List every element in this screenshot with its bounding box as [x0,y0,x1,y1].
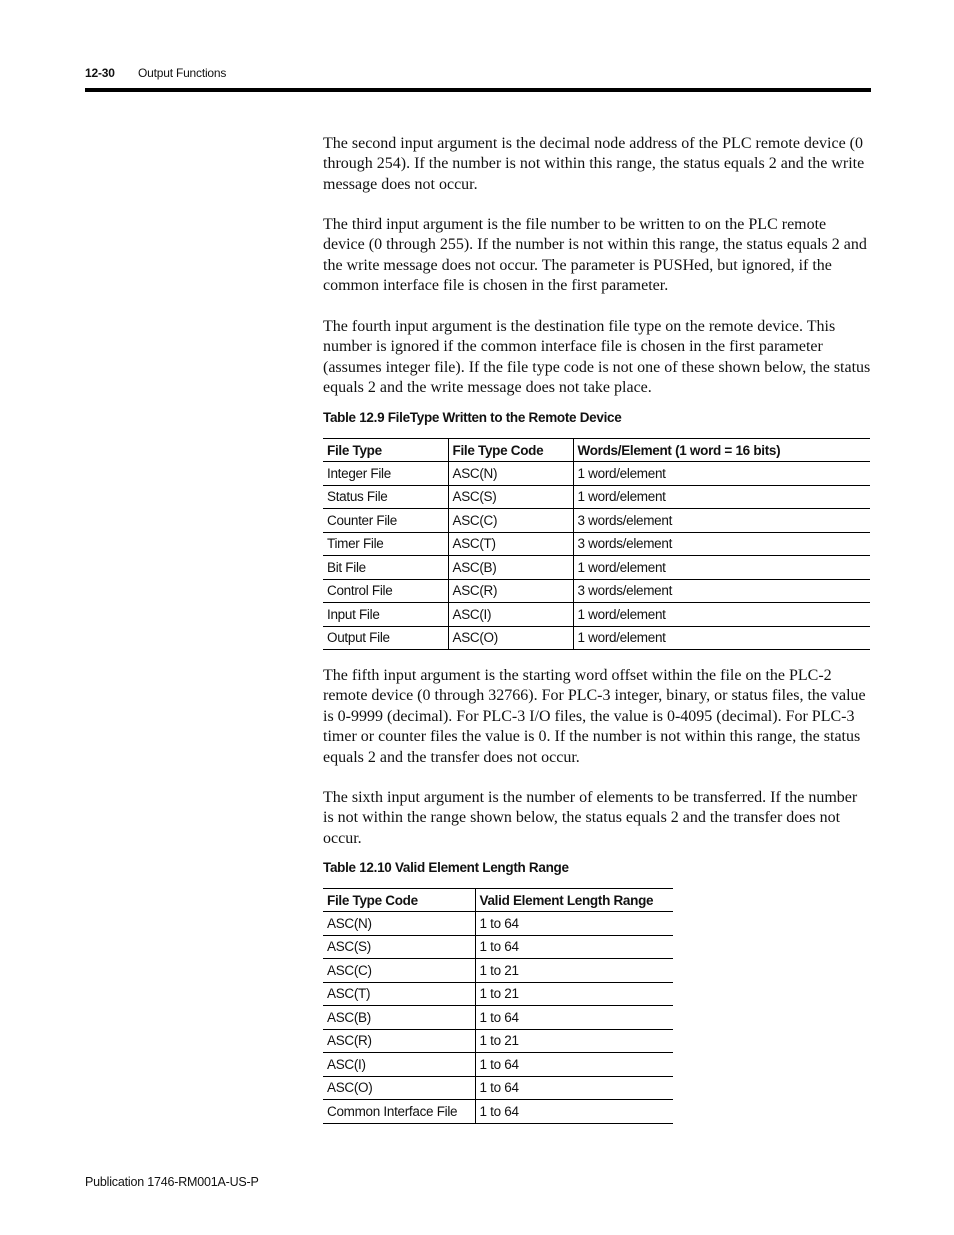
table2-caption: Table 12.10 Valid Element Length Range [323,860,569,875]
table-cell: ASC(R) [323,1029,475,1053]
table-row [323,462,870,486]
table-cell: Counter File [323,509,448,533]
column-header: Words/Element (1 word = 16 bits) [573,439,870,462]
paragraph-fourth-argument: The fourth input argument is the destination file type on the remote device. This number is ignored if the common interface file is chosen in the first parameter (assumes integer file). If the file type code is not one of these shown below, the status equals 2 and the write message does not take place. [323,318,871,397]
table-cell: ASC(N) [323,912,475,936]
table-row [323,556,870,580]
table-cell: ASC(B) [323,1006,475,1030]
table-cell: 1 word/element [573,462,870,486]
paragraph-third-argument: The third input argument is the file number to be written to on the PLC remote device (0 through 255). If the number is not within this range, the status equals 2 and the write message does not occur. The parameter is PUSHed, but ignored, if the common interface file is chosen in the first parameter. [323,216,867,295]
table-cell: 1 to 64 [475,1100,673,1124]
column-header: Valid Element Length Range [475,889,673,912]
table-row [323,1006,673,1030]
table-cell: 1 to 64 [475,935,673,959]
page-number: 12-30 [85,66,115,80]
table-row [323,1053,673,1077]
table-cell: 1 to 64 [475,1006,673,1030]
table-cell: Output File [323,626,448,650]
table-row [323,982,673,1006]
table-cell: ASC(S) [323,935,475,959]
element-length-table [323,888,673,1124]
table-cell: 1 to 64 [475,1076,673,1100]
table-cell: 1 to 21 [475,1029,673,1053]
table-cell: 1 word/element [573,626,870,650]
table-cell: 1 word/element [573,556,870,580]
table-header-row [323,439,870,462]
table-row [323,1076,673,1100]
table-cell: ASC(T) [448,532,573,556]
column-header: File Type Code [448,439,573,462]
table-row [323,626,870,650]
table-cell: 3 words/element [573,509,870,533]
table-cell: 1 to 64 [475,912,673,936]
table-cell: ASC(I) [323,1053,475,1077]
table-cell: ASC(C) [323,959,475,983]
table-cell: ASC(R) [448,579,573,603]
table-cell: 3 words/element [573,579,870,603]
table-row [323,509,870,533]
table-cell: 1 to 64 [475,1053,673,1077]
filetype-table [323,438,870,650]
paragraph-sixth-argument: The sixth input argument is the number of elements to be transferred. If the number is not within the range shown below, the status equals 2 and the transfer does not occur. [323,789,858,847]
table-cell: ASC(S) [448,485,573,509]
table-cell: ASC(O) [323,1076,475,1100]
table-cell: ASC(T) [323,982,475,1006]
table-row [323,1029,673,1053]
column-header: File Type Code [323,889,475,912]
table-header-row [323,889,673,912]
table-cell: ASC(C) [448,509,573,533]
table-cell: ASC(B) [448,556,573,580]
table-cell: Status File [323,485,448,509]
table-cell: ASC(N) [448,462,573,486]
table-cell: 1 word/element [573,603,870,627]
table-row [323,532,870,556]
table-cell: 1 word/element [573,485,870,509]
table-cell: Timer File [323,532,448,556]
header-rule [85,88,871,92]
table1-caption: Table 12.9 FileType Written to the Remote Device [323,410,622,425]
table-row [323,959,673,983]
table-cell: Input File [323,603,448,627]
page-header [85,66,227,80]
table-row [323,935,673,959]
table-row [323,485,870,509]
publication-footer: Publication 1746-RM001A-US-P [85,1175,259,1189]
table-cell: Control File [323,579,448,603]
table-row [323,912,673,936]
table-cell: Bit File [323,556,448,580]
section-title: Output Functions [138,66,227,80]
paragraph-second-argument: The second input argument is the decimal node address of the PLC remote device (0 through 254). If the number is not within this range, the status equals 2 and the write message does not occur. [323,135,865,193]
paragraph-fifth-argument: The fifth input argument is the starting word offset within the file on the PLC-2 remote device (0 through 32766). For PLC-3 integer, binary, or status files, the value is 0-9999 (decimal). For PLC-3 I/O files, the value is 0-4095 (decimal). For PLC-3 timer or counter files the value is 0. If the number is not within this range, the status equals 2 and the transfer does not occur. [323,667,866,766]
table-row [323,579,870,603]
column-header: File Type [323,439,448,462]
table-row [323,1100,673,1124]
table-cell: Integer File [323,462,448,486]
table-cell: 1 to 21 [475,982,673,1006]
table-row [323,603,870,627]
table-cell: ASC(O) [448,626,573,650]
table-cell: Common Interface File [323,1100,475,1124]
table-cell: 1 to 21 [475,959,673,983]
table-cell: ASC(I) [448,603,573,627]
table-cell: 3 words/element [573,532,870,556]
